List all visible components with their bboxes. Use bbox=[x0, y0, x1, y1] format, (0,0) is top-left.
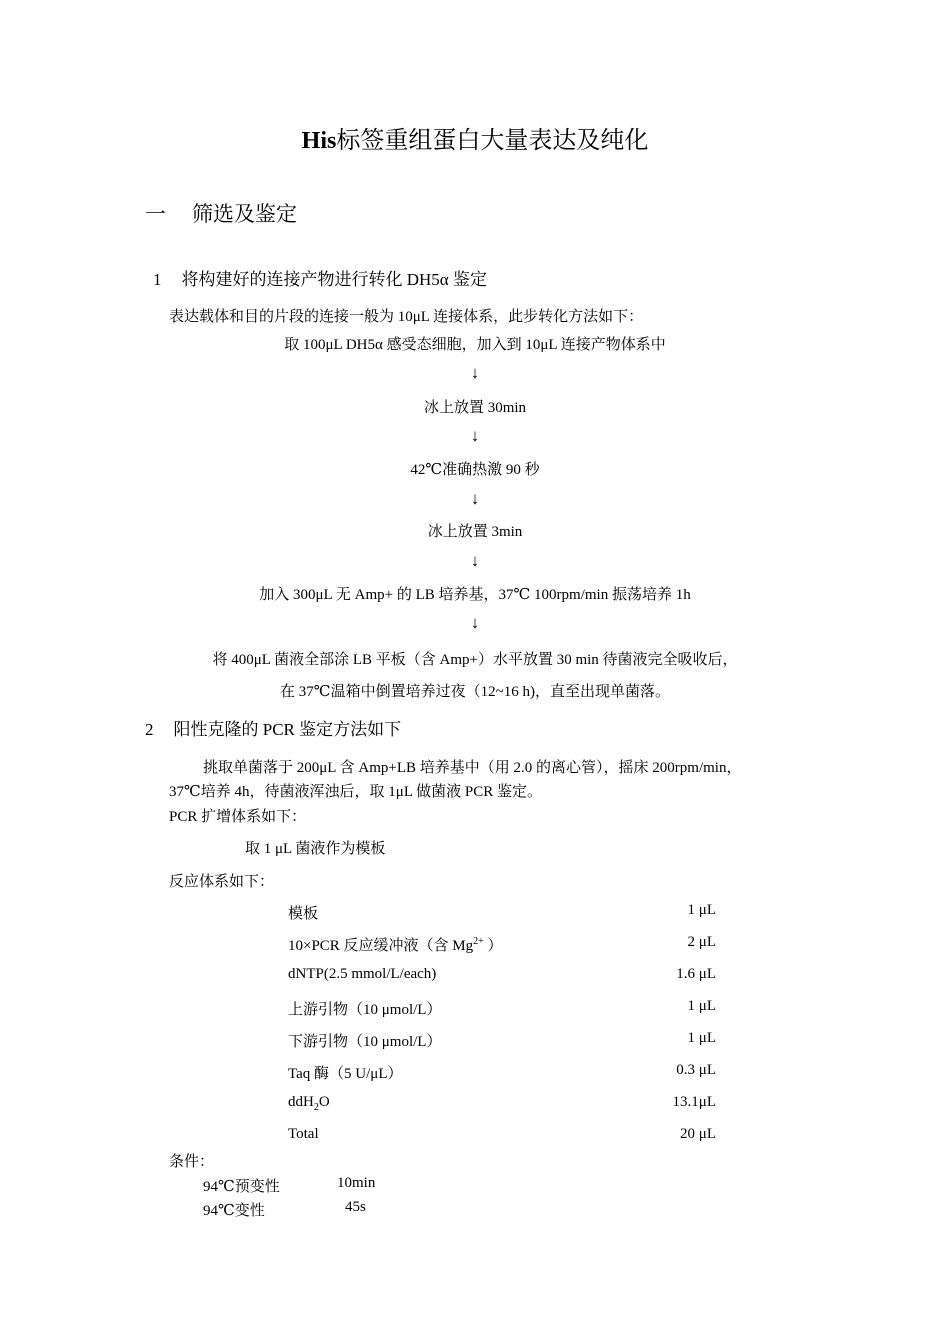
down-arrow-icon: ↓ bbox=[470, 489, 480, 508]
page-title bbox=[0, 120, 950, 155]
subheading-title: 将构建好的连接产物进行转化 DH5α 鉴定 bbox=[181, 270, 487, 289]
reagent-name-part: 10×PCR 反应缓冲液（含 Mg bbox=[288, 938, 474, 954]
down-arrow-icon: ↓ bbox=[470, 551, 480, 570]
section-heading-1 bbox=[145, 198, 297, 228]
subheading-2 bbox=[145, 715, 401, 740]
step-4: 冰上放置 3min bbox=[427, 524, 523, 540]
para2-line1: 挑取单菌落于 200μL 含 Amp+LB 培养基中（用 2.0 的离心管），摇床 200rpm/min， bbox=[203, 760, 742, 776]
reagent-volume: 1.6 μL bbox=[676, 966, 716, 982]
down-arrow-icon: ↓ bbox=[470, 426, 480, 445]
reaction-label: 反应体系如下： bbox=[169, 874, 275, 890]
reagent-name-part: ddH bbox=[288, 1094, 314, 1110]
subheading-1 bbox=[153, 265, 487, 290]
reagent-name-part: O bbox=[318, 1094, 330, 1110]
step-7: 在 37℃温箱中倒置培养过夜（12~16 h)，直至出现单菌落。 bbox=[280, 684, 670, 700]
para2-line2: 37℃培养 4h，待菌液浑浊后，取 1μL 做菌液 PCR 鉴定。 bbox=[169, 784, 543, 800]
condition-step: 94℃预变性 bbox=[203, 1179, 280, 1195]
title-rest: 标签重组蛋白大量表达及纯化 bbox=[336, 128, 649, 154]
reagent-volume: 2 μL bbox=[687, 934, 716, 950]
template-line: 取 1 μL 菌液作为模板 bbox=[245, 841, 386, 857]
reagent-name: 上游引物（10 μmol/L） bbox=[288, 1002, 442, 1018]
subheading-number: 1 bbox=[153, 270, 162, 289]
reagent-name: 下游引物（10 μmol/L） bbox=[288, 1034, 442, 1050]
reagent-name: Total bbox=[288, 1126, 319, 1142]
title-bold: His bbox=[301, 128, 337, 154]
reagent-volume: 20 μL bbox=[680, 1126, 716, 1142]
reagent-volume: 0.3 μL bbox=[676, 1062, 716, 1078]
conditions-label: 条件： bbox=[169, 1154, 215, 1170]
intro-text: 表达载体和目的片段的连接一般为 10μL 连接体系，此步转化方法如下： bbox=[169, 309, 644, 325]
step-5: 加入 300μL 无 Amp+ 的 LB 培养基，37℃ 100rpm/min 振荡培养 1h bbox=[259, 587, 691, 603]
reagent-volume: 1 μL bbox=[687, 902, 716, 918]
reagent-name: dNTP(2.5 mmol/L/each) bbox=[288, 966, 437, 982]
condition-step: 94℃变性 bbox=[203, 1203, 265, 1219]
reagent-volume: 13.1μL bbox=[672, 1094, 716, 1110]
condition-time: 45s bbox=[345, 1199, 366, 1215]
reagent-name-part: ） bbox=[483, 938, 503, 954]
pcr-label: PCR 扩增体系如下： bbox=[169, 809, 307, 825]
reagent-name bbox=[288, 934, 503, 955]
subheading-title: 阳性克隆的 PCR 鉴定方法如下 bbox=[173, 720, 402, 739]
subheading-number: 2 bbox=[145, 720, 154, 739]
section-title: 筛选及鉴定 bbox=[192, 202, 297, 226]
reagent-name bbox=[288, 1094, 330, 1113]
reagent-volume: 1 μL bbox=[687, 1030, 716, 1046]
section-number: 一 bbox=[145, 202, 166, 226]
reagent-name: 模板 bbox=[288, 906, 319, 922]
subscript: 2 bbox=[313, 1102, 319, 1113]
reagent-volume: 1 μL bbox=[687, 998, 716, 1014]
step-3: 42℃准确热激 90 秒 bbox=[410, 462, 540, 478]
reagent-name: Taq 酶（5 U/μL） bbox=[288, 1066, 403, 1082]
step-6: 将 400μL 菌液全部涂 LB 平板（含 Amp+）水平放置 30 min 待菌液完全吸收后， bbox=[212, 652, 738, 668]
condition-time: 10min bbox=[337, 1175, 376, 1191]
down-arrow-icon: ↓ bbox=[470, 613, 480, 632]
down-arrow-icon: ↓ bbox=[470, 363, 480, 382]
step-1: 取 100μL DH5α 感受态细胞，加入到 10μL 连接产物体系中 bbox=[284, 337, 666, 353]
superscript: 2+ bbox=[473, 936, 484, 947]
step-2: 冰上放置 30min bbox=[423, 400, 527, 416]
